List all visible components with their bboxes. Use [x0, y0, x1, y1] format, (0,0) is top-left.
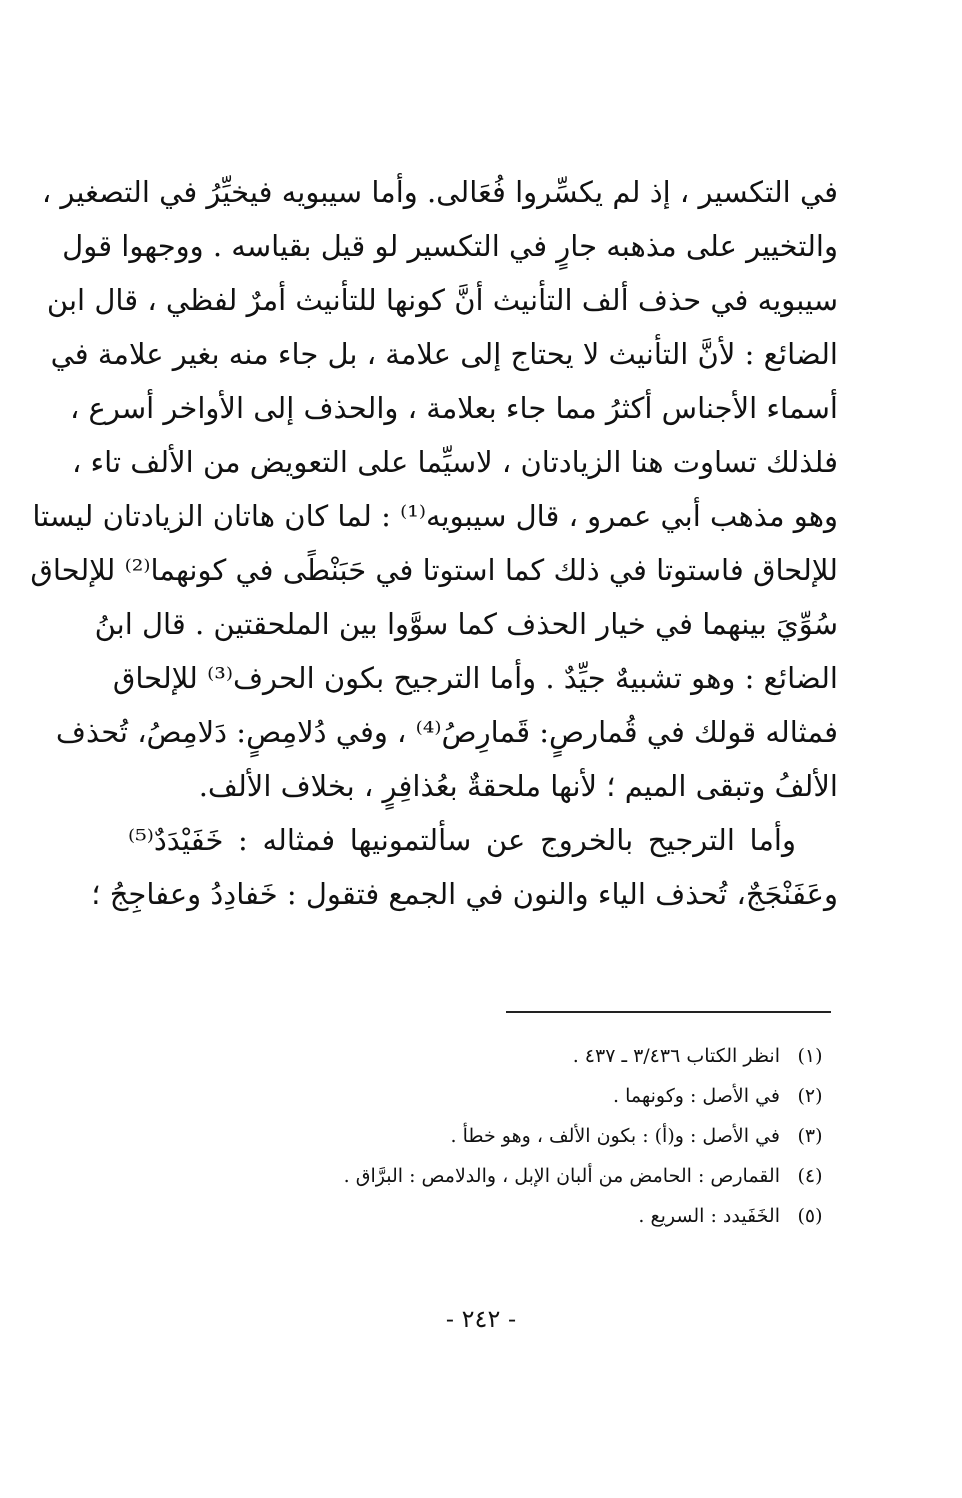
footnote-number: (٥) [797, 1205, 823, 1227]
footnote-number: (٤) [797, 1165, 823, 1187]
footnote-number: (١) [797, 1045, 823, 1067]
text-line: سُوِّيَ بينهما في خيار الحذف كما سوَّوا بين الملحقتين . قال ابنُ [94, 607, 838, 641]
footnote-divider [506, 1011, 831, 1013]
text-line: وعَفَنْجَجٌ، تُحذف الياء والنون في الجمع فتقول : خَفادِدُ وعفاجِجُ ؛ [91, 877, 838, 911]
text-line: فمثاله قولك في قُمارصٍ: قَمارِصُ⁽⁴⁾ ، وفي دُلامِصٍ: دَلامِصُ، تُحذف [55, 715, 838, 749]
footnote-text: في الأصل : وكونهما . [612, 1085, 780, 1107]
text-line: فلذلك تساوت هنا الزيادتان ، لاسيِّما على التعويض من الألف تاء ، [71, 445, 838, 479]
footnote-number: (٣) [797, 1125, 823, 1147]
text-line: في التكسير ، إذ لم يكسِّروا فُعَالى. وأما سيبويه فيخيِّرُ في التصغير ، [41, 175, 838, 209]
footnote [200, 1116, 840, 1156]
footnote-text: في الأصل : و(أ) : بكون الألف ، وهو خطأ . [450, 1125, 780, 1147]
footnote-number: (٢) [797, 1085, 823, 1107]
text-line: أسماء الأجناس أكثرُ مما جاء بعلامة ، والحذف إلى الأواخر أسرع ، [69, 391, 838, 425]
text-line: الضائع : لأنَّ التأنيث لا يحتاج إلى علامة ، بل جاء منه بغير علامة في [50, 337, 838, 371]
footnote [200, 1196, 840, 1236]
text-line: سيبويه في حذف ألف التأنيث أنَّ كونها للتأنيث أمرٌ لفظي ، قال ابن [46, 283, 838, 317]
page-number: - ٢٤٢ - [445, 1305, 517, 1333]
main-text [30, 165, 838, 921]
text-line: للإلحاق فاستوتا في ذلك كما استوتا في حَبَنْطًى في كونهما⁽²⁾ للإلحاق [30, 553, 838, 587]
footnote-text: الخَفَيدد : السريع . [638, 1205, 780, 1227]
text-line: الضائع : وهو تشبيهٌ جيِّدٌ . وأما الترجيح بكون الحرف⁽³⁾ للإلحاق [112, 661, 838, 695]
footnote [200, 1036, 840, 1076]
footnotes [200, 1036, 840, 1236]
text-line-paragraph-start: وأما الترجيح بالخروج عن سألتمونيها فمثاله : خَفَيْدَدٌ⁽⁵⁾ [128, 823, 796, 857]
text-line: والتخيير على مذهبه جارٍ في التكسير لو قيل بقياسه . ووجهوا قول [62, 229, 838, 263]
text-line: وهو مذهب أبي عمرو ، قال سيبويه⁽¹⁾ : لما كان هاتان الزيادتان ليستا [32, 499, 838, 533]
text-line: الألفُ وتبقى الميم ؛ لأنها ملحقةٌ بعُذافِرٍ ، بخلاف الألف. [198, 769, 838, 803]
footnote-text: القمارص : الحامض من ألبان الإبل ، والدلامص : البرَّاق . [343, 1165, 780, 1187]
footnote [200, 1156, 840, 1196]
footnote [200, 1076, 840, 1116]
footnote-text: انظر الكتاب ٣/٤٣٦ ـ ٤٣٧ . [572, 1045, 780, 1067]
